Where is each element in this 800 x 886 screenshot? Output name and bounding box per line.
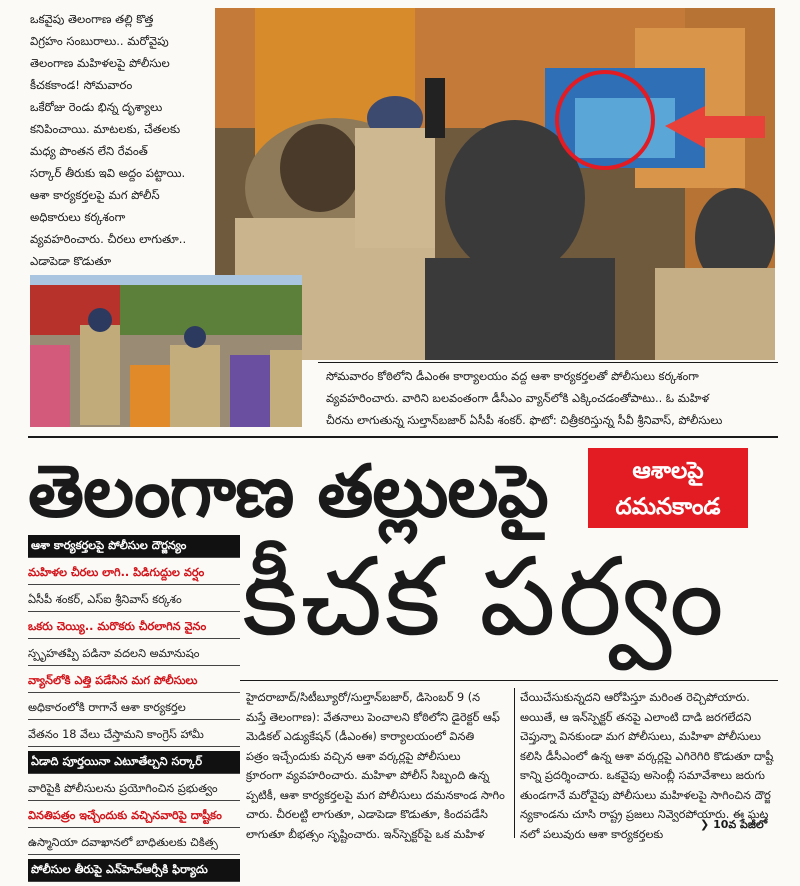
body-divider bbox=[240, 680, 778, 681]
caption-line: సోమవారం కోఠిలోని డీఎంఈ కార్యాలయం వద్ద ఆశా కార్యకర్తలతో పోలీసులు కర్కశంగా bbox=[326, 369, 699, 383]
highlight-item: అధికారంలోకి రాగానే ఆశా కార్యకర్తల bbox=[28, 697, 240, 720]
article-line: కాన్ని ప్రదర్శించారు. ఒకవైపు అసెంబ్లీ సమావేశాలు జరుగు bbox=[520, 769, 765, 782]
article-line: చెప్తున్నా వినకుండా మగ పోలీసులు, మహిళా పోలీసులు bbox=[520, 730, 761, 743]
intro-line: వ్యవహరించారు. చీరలు లాగుతూ.. bbox=[30, 232, 187, 246]
caption-line: వ్యవహరించారు. వారిని బలవంతంగా డీసీఎం వ్యాన్‌లోకి ఎక్కించడంతోపాటు.. ఓ మహిళ bbox=[326, 391, 710, 405]
article-column-left bbox=[246, 688, 510, 844]
secondary-photo-image bbox=[30, 275, 302, 427]
article-line: క్రూరంగా వ్యవహరించారు. మహిళా పోలీస్ సిబ్బంది ఉన్న bbox=[246, 769, 490, 782]
intro-line: ఒకవైపు తెలంగాణ తల్లి కొత్త bbox=[30, 12, 154, 26]
highlight-item: వేతనం 18 వేలు చేస్తామని కాంగ్రెస్ హామీ bbox=[28, 724, 240, 747]
headline-top: తెలంగాణ తల్లులపై bbox=[28, 449, 548, 533]
highlight-item: స్పృహతప్పి పడినా వదలని అమానుషం bbox=[28, 643, 240, 666]
red-box-line-1: ఆశాలపై bbox=[632, 458, 704, 484]
caption-divider bbox=[318, 362, 778, 363]
article-line: చారు. చీరలట్టి లాగుతూ, ఎడాపెడా కొడుతూ, కిందపడేసి bbox=[246, 808, 488, 821]
intro-line: విగ్రహం సంబురాలు.. మరోవైపు bbox=[30, 34, 169, 48]
article-line: న్యకాండను చూసి రాష్ట్ర ప్రజలు నివ్వెరపోయారు. ఈ ఘట bbox=[520, 808, 769, 821]
continued-label: 10వ పేజీలో bbox=[713, 818, 768, 831]
headline-main: కీచక పర్వం bbox=[242, 535, 726, 660]
section-divider bbox=[28, 436, 778, 438]
article-line: మస్తే తెలంగాణ): వేతనాలు పెంచాలని కోఠిలోని డైరెక్టర్ ఆఫ్ bbox=[246, 710, 500, 724]
intro-line: ఆశా కార్యకర్తలపై మగ పోలీస్ bbox=[30, 188, 160, 202]
photo-caption bbox=[326, 365, 776, 431]
intro-line: కీచకకాండ! సోమవారం bbox=[30, 78, 133, 92]
article-line: నలో పలువురు ఆశా కార్యకర్తలకు bbox=[520, 827, 664, 841]
intro-line: ఒకేరోజు రెండు భిన్న దృశ్యాలు bbox=[30, 100, 163, 114]
article-line: తుండగానే మరోవైపు పోలీసులు మహిళలపై సాగించిన దౌర్జ bbox=[520, 788, 771, 802]
highlight-item: పోలీసుల తీరుపై ఎన్‌హెచ్ఆర్సీకి ఫిర్యాదు bbox=[28, 859, 240, 882]
secondary-photo bbox=[30, 275, 302, 427]
article-line: ప్పటికీ, ఆశా కార్యకర్తలపై మగ పోలీసులు దమనకాండ సాగిం bbox=[246, 788, 505, 802]
article-line: చేయిచేసుకున్నదని ఆరోపిస్తూ మరింత రెచ్చిపోయారు. bbox=[520, 691, 750, 704]
continued-arrow-icon: ❯ bbox=[700, 818, 710, 831]
highlight-item: మహిళల చీరలు లాగి.. పిడిగుద్దుల వర్షం bbox=[28, 562, 240, 585]
highlight-item: వ్యాన్‌లోకి ఎత్తి పడేసిన మగ పోలీసులు bbox=[28, 670, 240, 693]
highlight-item: ఏడాది పూర్తయినా ఎటూతేల్చని సర్కార్ bbox=[28, 751, 240, 774]
highlight-item: ఒకరు చెయ్యి.. మరొకరు చీరలాగిన వైనం bbox=[28, 616, 240, 639]
intro-line: కనిపించాయి. మాటలకు, చేతలకు bbox=[30, 122, 181, 136]
intro-text bbox=[30, 8, 210, 294]
article-line: అయితే, ఆ ఇన్‌స్పెక్టర్ తనపై ఎలాంటి దాడి జరగలేదని bbox=[520, 710, 752, 724]
continued-on-page bbox=[700, 818, 767, 834]
highlights-list bbox=[28, 535, 240, 886]
article-line: హైదరాబాద్/సిటీబ్యూరో/సుల్తాన్‌బజార్, డిసెంబర్ 9 (న bbox=[246, 691, 481, 704]
article-line: పత్రం ఇచ్చేందుకు వచ్చిన ఆశా వర్కర్లపై పోలీసులు bbox=[246, 749, 461, 763]
intro-line: సర్కార్ తీరుకు ఇవి అద్దం పట్టాయి. bbox=[30, 166, 186, 180]
highlight-item: ఉస్మానియా దవాఖానలో బాధితులకు చికిత్స bbox=[28, 832, 240, 855]
column-divider bbox=[514, 688, 515, 838]
highlight-item: ఏసీపీ శంకర్, ఎస్ఐ శ్రీనివాస్ కర్కశం bbox=[28, 589, 240, 612]
caption-line: చీరను లాగుతున్న సుల్తాన్‌బజార్ ఏసీపీ శంకర్. ఫొటో: చిత్రీకరిస్తున్న సీవీ శ్రీనివాస్, పోలీసులు bbox=[326, 413, 723, 427]
red-box-line-2: దమనకాండ bbox=[615, 494, 721, 520]
article-line: కలిసి డీసీఎంలో ఉన్న ఆశా వర్కర్లపై ఎగిరెగిరి కొడుతూ దాష్టీ bbox=[520, 749, 774, 763]
article-line: లాగుతూ బీభత్సం సృష్టించారు. ఇన్‌స్పెక్టర్‌పై ఒక మహిళ bbox=[246, 827, 485, 841]
intro-line: అధికారులు కర్కశంగా bbox=[30, 210, 126, 224]
intro-line: ఎడాపెడా కొడుతూ bbox=[30, 254, 112, 268]
highlight-item: వారిపైకి పోలీసులను ప్రయోగించిన ప్రభుత్వం bbox=[28, 778, 240, 801]
article-line: మెడికల్ ఎడ్యుకేషన్ (డీఎంఈ) కార్యాలయంలో వినతి bbox=[246, 730, 475, 743]
highlight-item: వినతిపత్రం ఇచ్చేందుకు వచ్చినవారిపై దాష్టీకం bbox=[28, 805, 240, 828]
highlight-item: ఆశా కార్యకర్తలపై పోలీసుల దౌర్జన్యం bbox=[28, 535, 240, 558]
intro-line: మధ్య పొంతన లేని రేవంత్ bbox=[30, 144, 148, 158]
headline-red-box bbox=[588, 448, 748, 528]
intro-line: తెలంగాణ మహిళలపై పోలీసుల bbox=[30, 56, 170, 70]
